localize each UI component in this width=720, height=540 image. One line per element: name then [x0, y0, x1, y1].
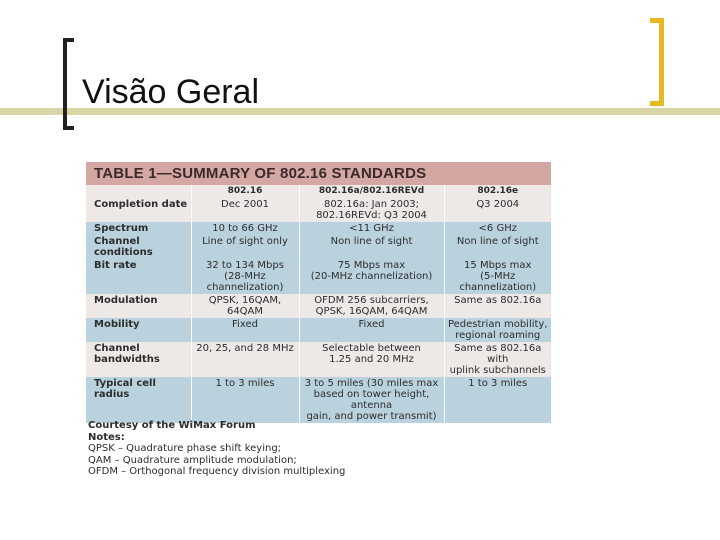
table-cell: Selectable between 1.25 and 20 MHz: [299, 342, 444, 377]
table-cell: 15 Mbps max (5-MHz channelization): [444, 259, 551, 294]
table-title: TABLE 1—SUMMARY OF 802.16 STANDARDS: [94, 165, 427, 182]
row-label: Channel bandwidths: [86, 342, 191, 377]
table-cell: Dec 2001: [191, 198, 299, 222]
table-cell: Fixed: [299, 318, 444, 342]
table-row: [86, 342, 551, 377]
table-cell: Pedestrian mobility, regional roaming: [444, 318, 551, 342]
table-row: [86, 294, 551, 318]
table-cell: 75 Mbps max (20-MHz channelization): [299, 259, 444, 294]
table-cell: OFDM 256 subcarriers, QPSK, 16QAM, 64QAM: [299, 294, 444, 318]
right-bracket-decoration: [650, 18, 664, 106]
table-row: [86, 222, 551, 235]
table-row: [86, 377, 551, 423]
table-cell: QPSK, 16QAM, 64QAM: [191, 294, 299, 318]
table-cell: Q3 2004: [444, 198, 551, 222]
table-cell: 32 to 134 Mbps (28-MHz channelization): [191, 259, 299, 294]
table-cell: Same as 802.16a: [444, 294, 551, 318]
table-row: [86, 235, 551, 259]
table-cell: 1 to 3 miles: [444, 377, 551, 423]
row-label: Typical cell radius: [86, 377, 191, 423]
table-cell: Non line of sight: [299, 235, 444, 259]
row-label: Bit rate: [86, 259, 191, 294]
row-label: Mobility: [86, 318, 191, 342]
table-row: [86, 198, 551, 222]
table-cell: 10 to 66 GHz: [191, 222, 299, 235]
notes-heading: Notes:: [88, 431, 125, 443]
table-cell: 802.16a: Jan 2003; 802.16REVd: Q3 2004: [299, 198, 444, 222]
notes-line: QPSK – Quadrature phase shift keying;: [88, 443, 282, 454]
table-cell: 20, 25, and 28 MHz: [191, 342, 299, 377]
table-cell: <6 GHz: [444, 222, 551, 235]
table-cell: Same as 802.16a with uplink subchannels: [444, 342, 551, 377]
standards-table-figure: [86, 162, 551, 488]
table-column-header-row: [86, 185, 551, 198]
table-row: [86, 318, 551, 342]
notes-courtesy: Courtesy of the WiMax Forum: [88, 420, 256, 431]
row-label: Modulation: [86, 294, 191, 318]
table-title-bar: [86, 162, 551, 185]
table-cell: Line of sight only: [191, 235, 299, 259]
row-label: Channel conditions: [86, 235, 191, 259]
table-row: [86, 259, 551, 294]
row-label: Completion date: [86, 198, 191, 222]
table-notes: [88, 420, 345, 478]
left-bracket-decoration: [63, 38, 74, 130]
table-cell: <11 GHz: [299, 222, 444, 235]
column-header: 802.16e: [444, 185, 551, 198]
row-label: Spectrum: [86, 222, 191, 235]
standards-table: [86, 185, 551, 423]
table-cell: Non line of sight: [444, 235, 551, 259]
notes-line: OFDM – Orthogonal frequency division multiplexing: [88, 466, 346, 477]
column-header: [86, 185, 191, 198]
column-header: 802.16a/802.16REVd: [299, 185, 444, 198]
table-cell: 1 to 3 miles: [191, 377, 299, 423]
table-cell: Fixed: [191, 318, 299, 342]
slide-title: Visão Geral: [82, 73, 260, 111]
notes-line: QAM – Quadrature amplitude modulation;: [88, 454, 297, 466]
column-header: 802.16: [191, 185, 299, 198]
table-cell: 3 to 5 miles (30 miles max based on tower height, antenna gain, and power transmit): [299, 377, 444, 423]
